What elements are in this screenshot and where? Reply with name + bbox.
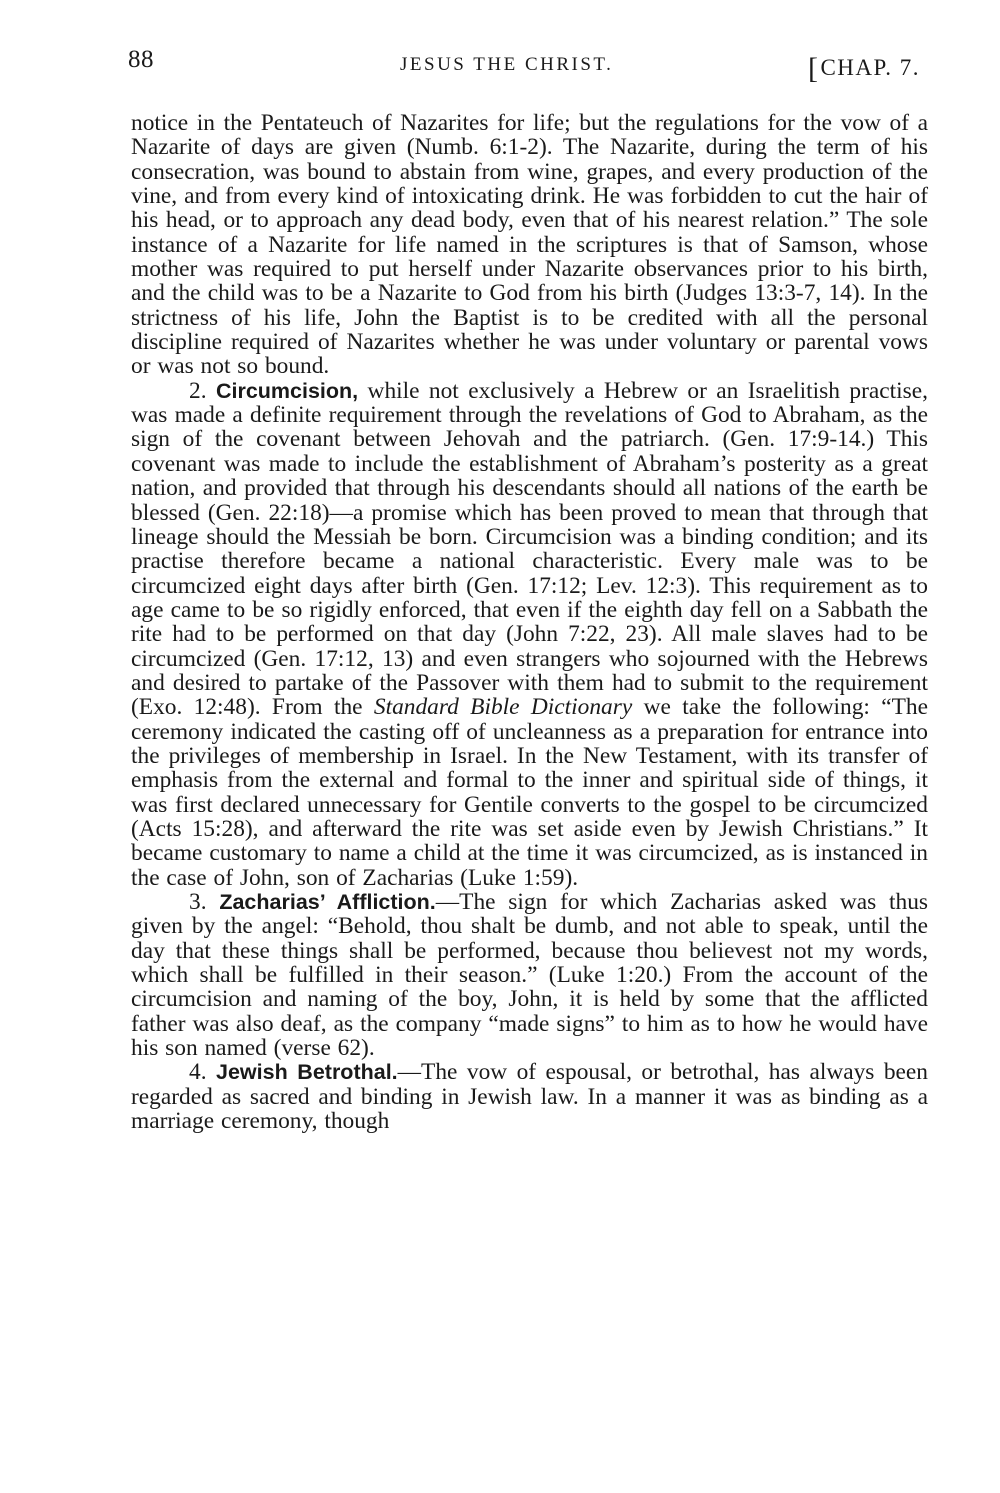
chapter-reference-text: CHAP. 7. bbox=[820, 55, 920, 80]
paragraph-nazarite-continuation: notice in the Pentateuch of Nazarites for life; but the regulations for the vow of a Nazarite of days are given (Numb. 6:1-2). The Nazarite, during the term of his consecration, was bound to abstain from wine, grapes, and every production of the vine, and from every kind of intoxicating drink. He was forbidden to cut the hair of his head, or to approach any dead body, even that of his nearest relation.” The sole instance of a Nazarite for life named in the scriptures is that of Samson, whose mother was required to put herself under Nazarite observances prior to his birth, and the child was to be a Nazarite to God from his birth (Judges 13:3-7, 14). In the strictness of his life, John the Baptist is to be credited with all the personal discipline required of Nazarites whether he was under voluntary or parental vows or was not so bound. bbox=[131, 110, 928, 380]
note-number: 4. bbox=[189, 1059, 207, 1086]
page-number: 88 bbox=[128, 46, 154, 73]
note-heading-zacharias: Zacharias’ Affliction. bbox=[219, 890, 436, 914]
note-heading-circumcision: Circumcision, bbox=[215, 378, 359, 403]
note-text: while not exclusively a Hebrew or an Israelitish practise, was made a definite requirement through the revelations of God to Abraham, as the sign of the covenant between Jehovah and the patriarch. (Gen. 17:9-14.) This covenant was made to include the establishment of Abraham’s posterity as a great nation, and provided that through his descendants should all nations of the earth be blessed (Gen. 22:18)—a promise which has been proved to mean that through that lineage should the Messiah be born. Circumcision was a binding condition; and its practise therefore became a national characteristic. Every male was to be circumcized eight days after birth (Gen. 17:12; Lev. 12:3). This requirement as to age came to be so rigidly enforced, that even if the eighth day fell on a Sabbath the rite had to be performed on that day (John 7:22, 23). All male slaves had to be circumcized (Gen. 17:12, 13) and even strangers who sojourned with the Hebrews and desired to partake of the Passover with them had to submit to the requirement (Exo. 12:48). From the bbox=[131, 377, 928, 721]
note-text: we take the following: “The ceremony indicated the casting off of uncleanness as a preparation for entrance into the privileges of membership in Israel. In the New Testament, with its transfer of emphasis from the external and formal to the inner and spiritual side of things, it was first declared unnecessary for Gentile converts to the gospel to be circumcized (Acts 15:28), and afterward the rite was set aside even by Jewish Christians.” It became customary to name a child at the time it was circumcized, as is instanced in the case of John, son of Zacharias (Luke 1:59). bbox=[131, 694, 928, 891]
paragraph-circumcision bbox=[131, 379, 928, 890]
running-title: JESUS THE CHRIST. bbox=[400, 54, 614, 75]
note-number: 2. bbox=[189, 377, 207, 404]
source-title: Standard Bible Dictionary bbox=[373, 694, 633, 721]
chapter-bracket: [ bbox=[807, 52, 820, 85]
page-header bbox=[128, 46, 920, 85]
note-heading-betrothal: Jewish Betrothal. bbox=[216, 1060, 398, 1085]
note-text: —The sign for which Zacharias asked was thus given by the angel: “Behold, thou shalt be dumb, and not able to speak, until the day that these things shall be performed, because thou believest not my words, which shall be fulfilled in their season.” (Luke 1:20.) From the account of the circumcision and naming of the boy, John, it is held by some that the afflicted father was also deaf, as the company “made signs” to him as to how he would have his son named (verse 62). bbox=[131, 889, 928, 1062]
body-text bbox=[131, 111, 928, 1133]
paragraph-betrothal bbox=[131, 1060, 928, 1133]
note-text: —The vow of espousal, or betrothal, has always been regarded as sacred and binding in Jewish law. In a manner it was as binding as a marriage ceremony, though bbox=[131, 1059, 929, 1135]
note-number: 3. bbox=[189, 889, 207, 915]
paragraph-zacharias bbox=[131, 890, 928, 1060]
chapter-reference bbox=[808, 49, 920, 83]
